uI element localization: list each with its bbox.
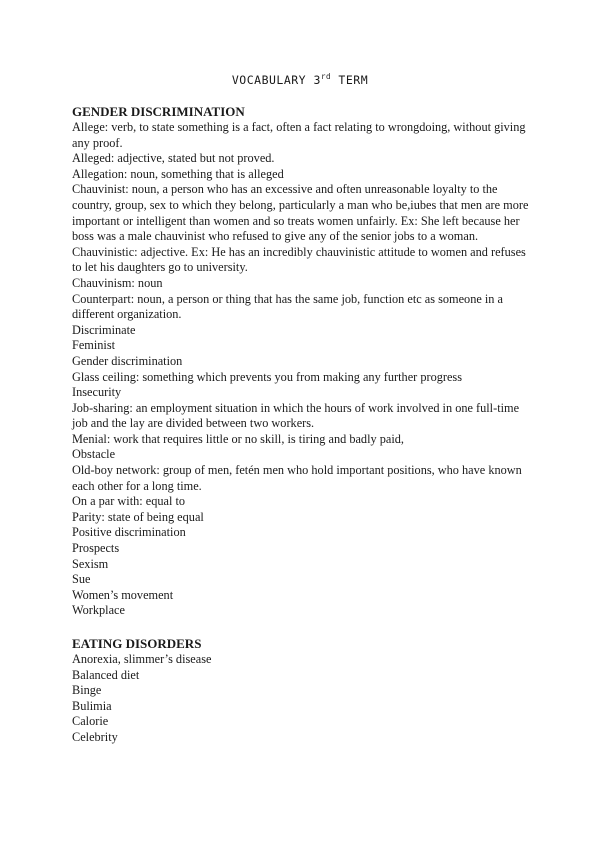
vocabulary-entry: Allegation: noun, something that is alleged	[72, 166, 284, 181]
vocabulary-entry: Sexism	[72, 556, 109, 571]
vocabulary-entry: Chauvinism: noun	[72, 275, 163, 290]
vocabulary-entry: Workplace	[72, 603, 125, 618]
document-body	[72, 104, 532, 746]
vocabulary-entry: Calorie	[72, 714, 109, 729]
vocabulary-entry: Insecurity	[72, 385, 122, 400]
vocabulary-entry: Bulimia	[72, 698, 112, 713]
vocabulary-entry: Positive discrimination	[72, 525, 186, 540]
vocabulary-section	[72, 636, 532, 746]
vocabulary-entry: Alleged: adjective, stated but not proved.	[72, 151, 275, 166]
title-prefix: VOCABULARY 3	[231, 73, 321, 87]
document-title	[0, 72, 600, 87]
vocabulary-entry: Glass ceiling: something which prevents you from making any further progress	[72, 369, 462, 384]
vocabulary-entry: Gender discrimination	[72, 353, 183, 368]
vocabulary-entry: Chauvinistic: adjective. Ex: He has an incredibly chauvinistic attitude to women and refuses to let his daughters go to university.	[72, 244, 526, 275]
vocabulary-entry: Discriminate	[72, 322, 136, 337]
vocabulary-entry: Anorexia, slimmer’s disease	[72, 652, 212, 666]
vocabulary-entry: Obstacle	[72, 447, 116, 462]
vocabulary-entry: Celebrity	[72, 729, 118, 744]
section-heading: EATING DISORDERS	[72, 636, 202, 651]
title-superscript: rd	[320, 72, 331, 81]
vocabulary-entry: Chauvinist: noun, a person who has an excessive and often unreasonable loyalty to the country, group, sex to which they belong, particularly a man who be,iubes that men are more important or intelligent than women and so treats women unfairly. Ex: She left because her boss was a male chauvinist who refused to give any of the senior jobs to a woman.	[72, 182, 529, 244]
section-spacer	[72, 619, 532, 636]
vocabulary-entry: Sue	[72, 572, 91, 587]
vocabulary-entry: Allege: verb, to state something is a fact, often a fact relating to wrongdoing, without giving any proof.	[72, 120, 526, 150]
vocabulary-section	[72, 104, 532, 619]
vocabulary-entry: Old-boy network: group of men, fetén men who hold important positions, who have known each other for a long time.	[72, 463, 522, 493]
vocabulary-entry: Women’s movement	[72, 587, 174, 602]
vocabulary-entry: Parity: state of being equal	[72, 509, 204, 524]
vocabulary-entry: On a par with: equal to	[72, 494, 186, 509]
title-suffix: TERM	[331, 73, 369, 87]
vocabulary-entry: Counterpart: noun, a person or thing that has the same job, function etc as someone in a different organization.	[72, 291, 503, 322]
vocabulary-entry: Feminist	[72, 338, 116, 353]
vocabulary-entry: Prospects	[72, 541, 120, 556]
section-heading: GENDER DISCRIMINATION	[72, 104, 245, 119]
vocabulary-entry: Menial: work that requires little or no skill, is tiring and badly paid,	[72, 431, 404, 446]
vocabulary-entry: Balanced diet	[72, 667, 140, 682]
vocabulary-entry: Binge	[72, 683, 102, 698]
vocabulary-entry: Job-sharing: an employment situation in which the hours of work involved in one full-time job and the lay are divided between two workers.	[72, 400, 520, 431]
